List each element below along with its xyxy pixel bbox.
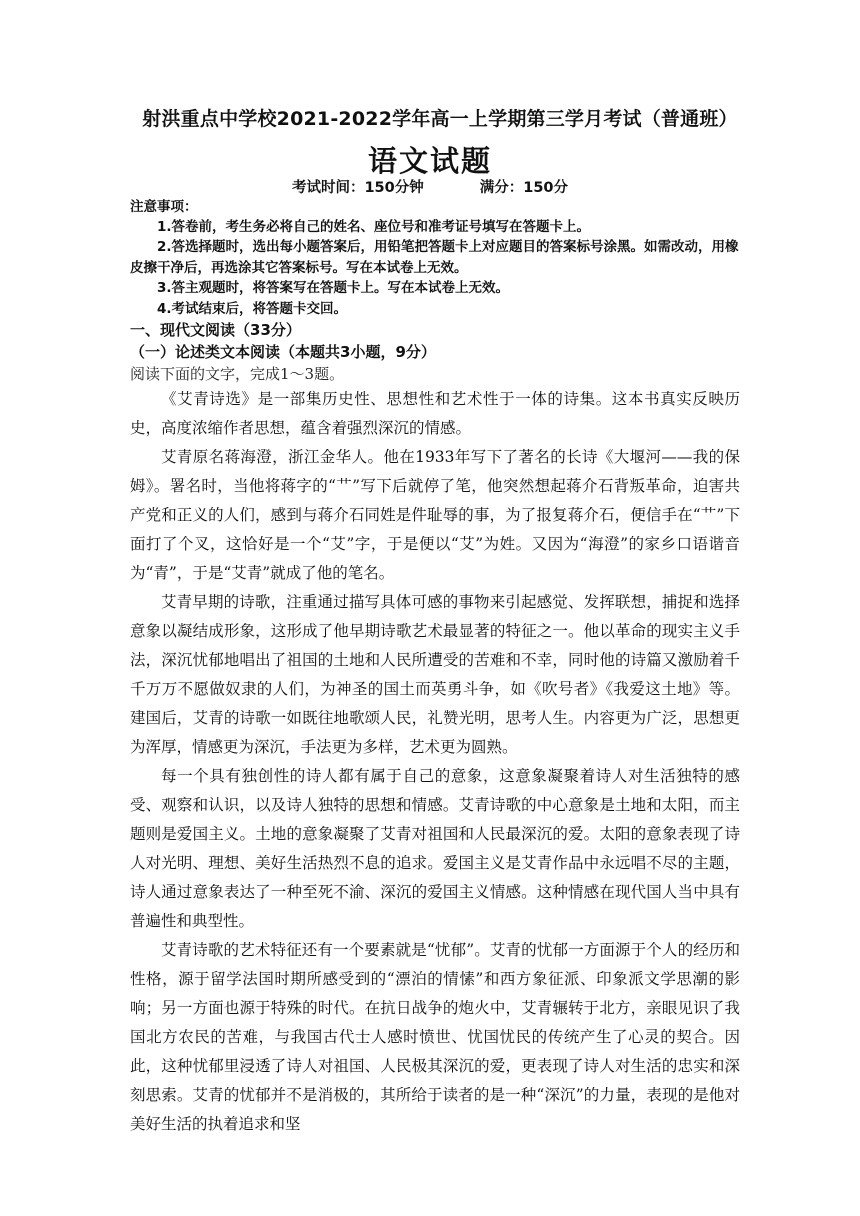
content <box>130 197 740 1139</box>
passage-paragraph: 艾青原名蒋海澄，浙江金华人。他在1933年写下了著名的长诗《大堰河——我的保姆》。署名时，当他将蒋字的“艹”写下后就停了笔，他突然想起蒋介石背叛革命，迫害共产党和正义的人们，感到与蒋介石同姓是件耻辱的事，为了报复蒋介石，便信手在“艹”下面打了个叉，这恰好是一个“艾”字，于是便以“艾”为姓。又因为“海澄”的家乡口语谐音为“青”，于是“艾青”就成了他的笔名。 <box>130 448 740 583</box>
notice-item: 2.答选择题时，选出每小题答案后，用铅笔把答题卡上对应题目的答案标号涂黑。如需改动，用橡皮擦干净后，再选涂其它答案标号。写在本试卷上无效。 <box>130 239 739 276</box>
reading-passage <box>130 385 740 1139</box>
subject-title: 语文试题 <box>367 144 492 178</box>
section-title: 一、现代文阅读（33分） <box>130 321 301 340</box>
notice-item: 1.答卷前，考生务必将自己的姓名、座位号和准考证号填写在答题卡上。 <box>157 219 591 235</box>
exam-meta <box>0 176 860 197</box>
notice-list <box>130 217 740 319</box>
passage-paragraph: 《艾青诗选》是一部集历史性、思想性和艺术性于一体的诗集。这本书真实反映历史，高度浓缩作者思想，蕴含着强烈深沉的情感。 <box>130 390 740 438</box>
notice-item: 4.考试结束后，将答题卡交回。 <box>157 300 348 317</box>
passage-paragraph: 每一个具有独创性的诗人都有属于自己的意象，这意象凝聚着诗人对生活独特的感受、观察和认识，以及诗人独特的思想和情感。艾青诗歌的中心意象是土地和太阳，而主题则是爱国主义。土地的意象凝聚了艾青对祖国和人民最深沉的爱。太阳的意象表现了诗人对光明、理想、美好生活热烈不息的追求。爱国主义是艾青作品中永远唱不尽的主题，诗人通过意象表达了一种至死不渝、深沉的爱国主义情感。这种情感在现代国人当中具有普遍性和典型性。 <box>130 767 740 931</box>
exam-time: 考试时间：150分钟 <box>291 180 424 196</box>
notice-title: 注意事项： <box>130 199 198 215</box>
section-subtitle: （一）论述类文本阅读（本题共3小题，9分） <box>130 343 436 362</box>
passage-paragraph: 艾青诗歌的艺术特征还有一个要素就是“忧郁”。艾青的忧郁一方面源于个人的经历和性格，源于留学法国时期所感受到的“漂泊的情愫”和西方象征派、印象派文学思潮的影响；另一方面也源于特殊的时代。在抗日战争的炮火中，艾青辗转于北方，亲眼见识了我国北方农民的苦难，与我国古代士人感时愤世、忧国忧民的传统产生了心灵的契合。因此，这种忧郁里浸透了诗人对祖国、人民极其深沉的爱，更表现了诗人对生活的忠实和深刻思索。艾青的忧郁并不是消极的，其所给于读者的是一种“深沉”的力量，表现的是他对美好生活的执着追求和坚 <box>130 941 740 1134</box>
section-instruction: 阅读下面的文字，完成1～3题。 <box>130 365 345 384</box>
full-score: 满分：150分 <box>479 180 569 196</box>
notice-item: 3.答主观题时，将答案写在答题卡上。写在本试卷上无效。 <box>157 280 510 297</box>
passage-paragraph: 艾青早期的诗歌，注重通过描写具体可感的事物来引起感觉、发挥联想，捕捉和选择意象以凝结成形象，这形成了他早期诗歌艺术最显著的特征之一。他以革命的现实主义手法，深沉忧郁地唱出了祖国的土地和人民所遭受的苦难和不幸，同时他的诗篇又激励着千千万万不愿做奴隶的人们，为神圣的国土而英勇斗争，如《吹号者》《我爱这土地》等。建国后，艾青的诗歌一如既往地歌颂人民，礼赞光明，思考人生。内容更为广泛，思想更为浑厚，情感更为深沉，手法更为多样，艺术更为圆熟。 <box>130 593 740 757</box>
exam-title: 射洪重点中学校2021-2022学年高一上学期第三学月考试（普通班） <box>142 108 738 130</box>
